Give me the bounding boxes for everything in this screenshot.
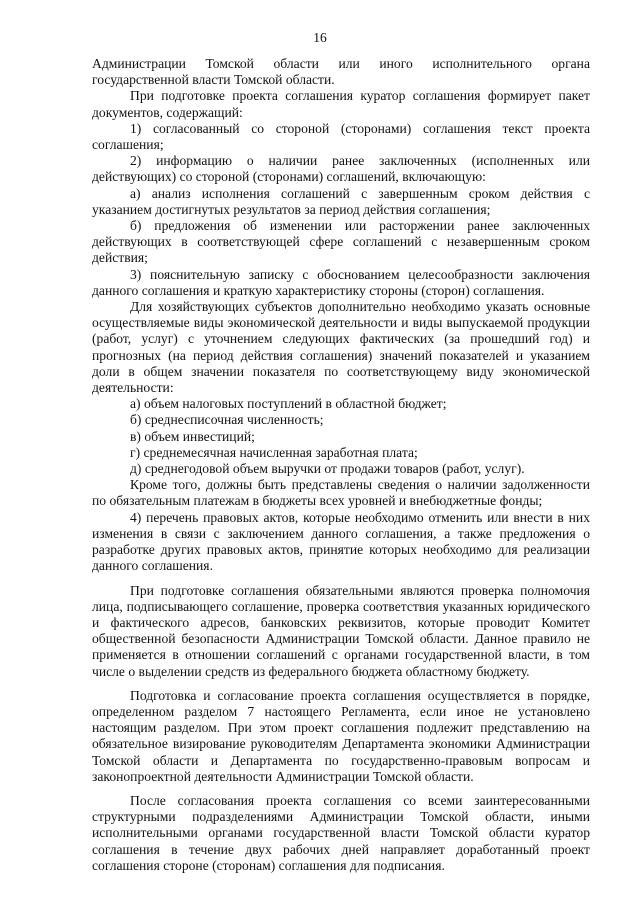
paragraph-item-2a: а) анализ исполнения соглашений с завершенным сроком действия с указанием достигнутых результатов за период действия соглашения; [92,185,590,217]
paragraph-verification: При подготовке соглашения обязательными являются проверка полномочия лица, подписывающего соглашение, проверка соответствия указанных юридического и фактического адресов, банковских реквизитов, которые проводит Комитет общественной безопасности Администрации Томской области. Данное правило не применяется в отношении соглашений с органами государственной власти, в том числе о выделении средств из федерального бюджета областному бюджету. [92,582,590,679]
document-body [92,56,590,874]
paragraph-approval: Подготовка и согласование проекта соглашения осуществляется в порядке, определенном разделом 7 настоящего Регламента, если иное не установлено настоящим разделом. При этом проект соглашения подлежит представлению на обязательное визирование руководителям Департамента экономики Администрации Томской области и Департамента по государственно-правовым вопросам и законопроектной деятельности Администрации Томской области. [92,687,590,784]
paragraph-debt-info: Кроме того, должны быть представлены сведения о наличии задолженности по обязательным платежам в бюджеты всех уровней и внебюджетные фонды; [92,477,590,509]
paragraph-package-intro: При подготовке проекта соглашения куратор соглашения формирует пакет документов, содержащий: [92,88,590,120]
list-item-b: б) среднесписочная численность; [130,412,324,428]
paragraph-item-4: 4) перечень правовых актов, которые необходимо отменить или внести в них изменения в связи с заключением данного соглашения, а также предложения о разработке других правовых актов, принятие которых необходимо для реализации данного соглашения. [92,509,590,574]
paragraph-item-1: 1) согласованный со стороной (сторонами) соглашения текст проекта соглашения; [92,120,590,153]
list-item-g: г) среднемесячная начисленная заработная плата; [130,444,418,460]
list-item-a: а) объем налоговых поступлений в областной бюджет; [130,396,447,412]
paragraph-item-3: 3) пояснительную записку с обоснованием целесообразности заключения данного соглашения и краткую характеристику стороны (сторон) соглашения. [92,266,590,298]
paragraph-signing: После согласования проекта соглашения со всеми заинтересованными структурными подразделениями Администрации Томской области, иными исполнительными органами государственной власти Томской области куратор соглашения в течение двух рабочих дней направляет доработанный проект соглашения стороне (сторонам) соглашения для подписания. [92,792,590,873]
list-item-v: в) объем инвестиций; [130,428,255,444]
list-item-d: д) среднегодовой объем выручки от продажи товаров (работ, услуг). [130,461,525,477]
paragraph-continuation: Администрации Томской области или иного исполнительного органа государственной власти Томской области. [92,56,590,88]
paragraph-business-entities: Для хозяйствующих субъектов дополнительно необходимо указать основные осуществляемые виды экономической деятельности и виды выпускаемой продукции (работ, услуг) с уточнением следующих фактических (за прошедший год) и прогнозных (на период действия соглашения) значений показателей и указанием доли в общем значении показателя по соответствующему виду экономической деятельности: [92,299,590,396]
paragraph-item-2: 2) информацию о наличии ранее заключенных (исполненных или действующих) со стороной (сторонами) соглашений, включающую: [92,153,590,185]
paragraph-item-2b: б) предложения об изменении или расторжении ранее заключенных действующих в соответствующей сфере соглашений с незавершенным сроком действия; [92,218,590,266]
page-number: 16 [313,30,327,45]
